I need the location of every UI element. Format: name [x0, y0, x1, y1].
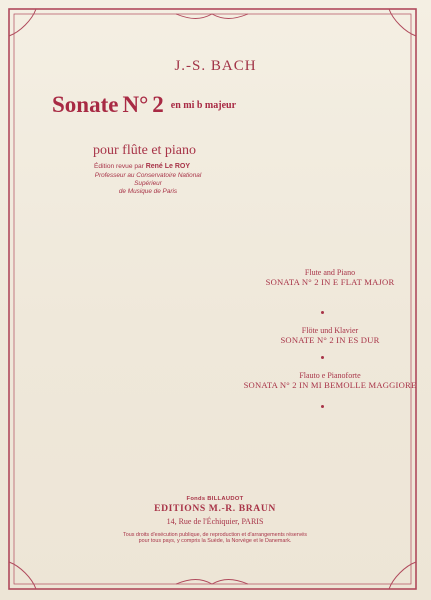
instrumentation: pour flûte et piano — [93, 143, 197, 158]
editor-title — [92, 172, 204, 196]
edition-prefix: Édition revue par — [94, 163, 144, 170]
separator-dot — [321, 311, 324, 314]
rights-line2: pour tous pays, y compris la Suède, la Norvège et le Danemark. — [138, 538, 292, 545]
translation-label: Flauto e Pianoforte — [299, 371, 361, 380]
translation-title: SONATE N° 2 IN ES DUR — [280, 335, 380, 345]
translation-english — [230, 268, 430, 287]
composer-name: J.-S. BACH — [174, 58, 257, 74]
translation-italian — [230, 371, 430, 390]
publisher-address: 14, Rue de l'Échiquier, PARIS — [166, 517, 264, 526]
title-key: en mi b majeur — [170, 100, 237, 111]
editor-name: René Le ROY — [145, 163, 191, 170]
editor-title-line2: de Musique de Paris — [118, 188, 178, 195]
separator-dot — [321, 356, 324, 359]
title-main: Sonate — [52, 92, 119, 117]
translation-title: SONATA N° 2 IN MI BEMOLLE MAGGIORE — [243, 380, 417, 390]
translation-label: Flöte und Klavier — [301, 326, 359, 335]
work-title — [52, 92, 236, 118]
edition-credit — [94, 163, 190, 170]
publisher-former: Fonds BILLAUDOT — [186, 496, 244, 502]
rights-line1: Tous droits d'exécution publique, de reproduction et d'arrangements réservés — [123, 532, 307, 538]
publisher-name: EDITIONS M.-R. BRAUN — [154, 503, 276, 514]
rights-notice — [105, 532, 325, 545]
separator-dot — [321, 405, 324, 408]
translation-label: Flute and Piano — [304, 268, 356, 277]
translation-title: SONATA N° 2 IN E FLAT MAJOR — [265, 277, 395, 287]
editor-title-line1: Professeur au Conservatoire National Supérieur — [94, 172, 202, 187]
title-number-sign: N° — [122, 92, 149, 117]
translation-german — [230, 326, 430, 345]
title-number: 2 — [152, 92, 164, 117]
